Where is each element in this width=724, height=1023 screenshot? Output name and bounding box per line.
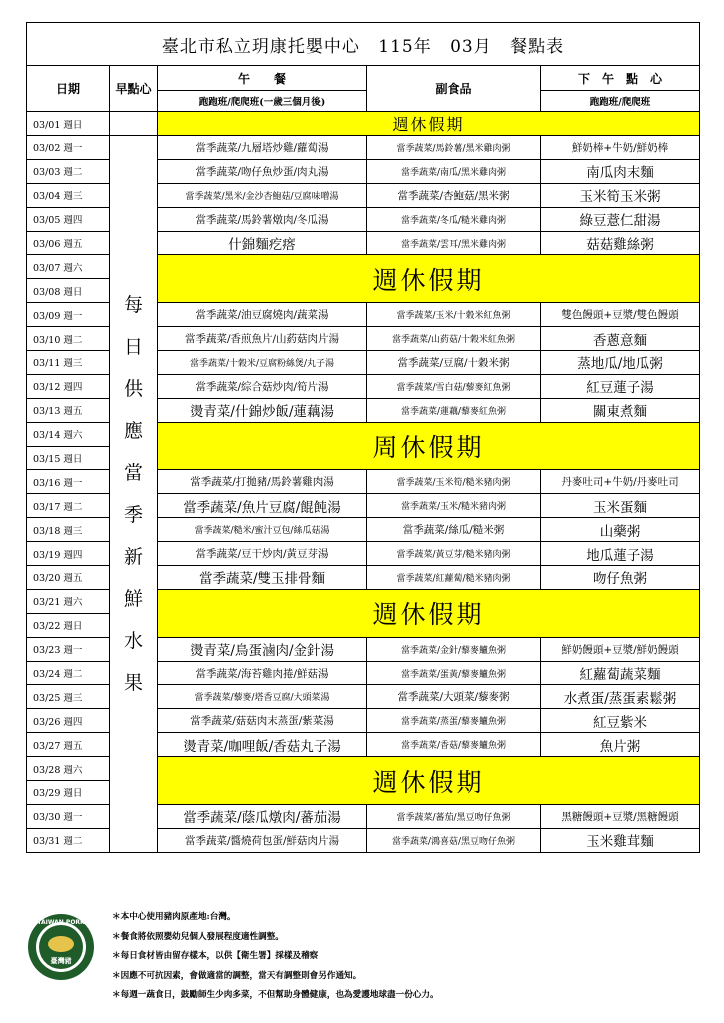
holiday-banner: 周休假期	[158, 422, 700, 470]
side-cell: 當季蔬菜/大頭菜/藜麥粥	[367, 685, 541, 709]
menu-sheet	[26, 22, 699, 853]
side-cell: 當季蔬菜/雲耳/黑米雞肉粥	[367, 231, 541, 255]
side-cell: 當季蔬菜/蓮藕/藜麥紅魚粥	[367, 398, 541, 422]
snack-cell: 香蔥意麵	[541, 327, 700, 351]
date-cell: 03/16 週一	[27, 470, 110, 494]
holiday-banner: 週休假期	[158, 757, 700, 805]
notes-list	[112, 908, 439, 1006]
snack-cell: 玉米蛋麵	[541, 494, 700, 518]
holiday-banner: 週休假期	[158, 112, 700, 136]
date-cell: 03/05 週四	[27, 207, 110, 231]
date-cell: 03/25 週三	[27, 685, 110, 709]
lunch-cell: 當季蔬菜/海苔雞肉捲/鮮菇湯	[158, 661, 367, 685]
side-cell: 當季蔬菜/山葯菇/十穀米紅魚粥	[367, 327, 541, 351]
snack-cell: 關東煮麵	[541, 398, 700, 422]
breakfast-char: 新	[123, 545, 143, 568]
title-suffix: 餐點表	[510, 36, 565, 57]
date-cell: 03/17 週二	[27, 494, 110, 518]
lunch-cell: 當季蔬菜/十穀米/豆腐粉絲煲/丸子湯	[158, 351, 367, 375]
lunch-cell: 當季蔬菜/雙玉排骨麵	[158, 566, 367, 590]
menu-table	[26, 22, 700, 853]
snack-cell: 紅蘿蔔蔬菜麵	[541, 661, 700, 685]
note-line: ＊餐食將依照嬰幼兒個人發展程度適性調整。	[112, 931, 284, 942]
date-cell: 03/08 週日	[27, 279, 110, 303]
snack-cell: 玉米筍玉米粥	[541, 183, 700, 207]
date-cell: 03/18 週三	[27, 518, 110, 542]
snack-cell: 黑糖饅頭+豆漿/黑糖饅頭	[541, 804, 700, 828]
snack-cell: 丹麥吐司+牛奶/丹麥吐司	[541, 470, 700, 494]
side-cell: 當季蔬菜/雪白菇/藜麥紅魚粥	[367, 374, 541, 398]
lunch-cell: 當季蔬菜/綜合菇炒肉/筍片湯	[158, 374, 367, 398]
side-cell: 當季蔬菜/豆腐/十穀米粥	[367, 351, 541, 375]
date-cell: 03/02 週一	[27, 136, 110, 160]
side-cell: 當季蔬菜/蛋黃/藜麥鱸魚粥	[367, 661, 541, 685]
date-cell: 03/10 週二	[27, 327, 110, 351]
snack-cell: 菇菇雞絲粥	[541, 231, 700, 255]
date-cell: 03/24 週二	[27, 661, 110, 685]
side-cell: 當季蔬菜/香菇/藜麥鱸魚粥	[367, 733, 541, 757]
snack-cell: 玉米雞茸麵	[541, 828, 700, 852]
breakfast-char: 當	[123, 461, 143, 484]
side-cell: 當季蔬菜/杏鮑菇/黑米粥	[367, 183, 541, 207]
side-cell: 當季蔬菜/鴻喜菇/黑豆吻仔魚粥	[367, 828, 541, 852]
holiday-banner: 週休假期	[158, 255, 700, 303]
date-cell: 03/23 週一	[27, 637, 110, 661]
breakfast-char: 水	[123, 629, 143, 652]
date-cell: 03/13 週五	[27, 398, 110, 422]
side-cell: 當季蔬菜/玉米/十穀米紅魚粥	[367, 303, 541, 327]
date-cell: 03/21 週六	[27, 589, 110, 613]
breakfast-empty-cell	[110, 112, 158, 136]
lunch-cell: 當季蔬菜/糙米/蜜汁豆包/絲瓜菇湯	[158, 518, 367, 542]
taiwan-pork-logo	[26, 912, 96, 982]
breakfast-char: 日	[123, 335, 143, 358]
snack-cell: 紅豆蓮子湯	[541, 374, 700, 398]
date-cell: 03/01 週日	[27, 112, 110, 136]
date-cell: 03/09 週一	[27, 303, 110, 327]
lunch-cell: 當季蔬菜/香煎魚片/山葯菇肉片湯	[158, 327, 367, 351]
side-cell: 當季蔬菜/玉米筍/糙米豬肉粥	[367, 470, 541, 494]
lunch-cell: 當季蔬菜/黑米/金沙杏鮑菇/豆腐味噌湯	[158, 183, 367, 207]
breakfast-char: 季	[123, 503, 143, 526]
breakfast-vertical-text	[110, 136, 158, 853]
title-month: 03月	[450, 36, 492, 57]
breakfast-char: 應	[123, 419, 143, 442]
holiday-banner: 週休假期	[158, 589, 700, 637]
header-lunch: 午 餐	[158, 66, 367, 91]
table-row	[27, 136, 700, 160]
note-line: ＊每日食材皆由留存樣本，以供【衛生署】採樣及稽察	[112, 951, 319, 961]
snack-cell: 山藥粥	[541, 518, 700, 542]
side-cell: 當季蔬菜/紅蘿蔔/糙米豬肉粥	[367, 566, 541, 590]
lunch-cell: 當季蔬菜/醬燒荷包蛋/鮮菇肉片湯	[158, 828, 367, 852]
lunch-cell: 當季蔬菜/吻仔魚炒蛋/肉丸湯	[158, 159, 367, 183]
snack-cell: 南瓜肉末麵	[541, 159, 700, 183]
date-cell: 03/11 週三	[27, 351, 110, 375]
date-cell: 03/26 週四	[27, 709, 110, 733]
date-cell: 03/07 週六	[27, 255, 110, 279]
lunch-cell: 當季蔬菜/九層塔炒雞/蘿蔔湯	[158, 136, 367, 160]
snack-cell: 蒸地瓜/地瓜粥	[541, 351, 700, 375]
lunch-cell: 燙青菜/咖哩飯/香菇丸子湯	[158, 733, 367, 757]
side-cell: 當季蔬菜/馬鈴薯/黑米雞肉粥	[367, 136, 541, 160]
date-cell: 03/06 週五	[27, 231, 110, 255]
note-line: ＊本中心使用豬肉原產地:台灣。	[112, 912, 236, 922]
lunch-cell: 當季蔬菜/油豆腐燒肉/蔬菜湯	[158, 303, 367, 327]
title-year: 115年	[378, 36, 432, 57]
date-cell: 03/03 週二	[27, 159, 110, 183]
lunch-cell: 燙青菜/鳥蛋滷肉/金針湯	[158, 637, 367, 661]
snack-cell: 綠豆薏仁甜湯	[541, 207, 700, 231]
page-title	[27, 23, 700, 66]
date-cell: 03/12 週四	[27, 374, 110, 398]
date-cell: 03/28 週六	[27, 757, 110, 781]
header-side: 副食品	[367, 66, 541, 112]
side-cell: 當季蔬菜/蒸蛋/藜麥鱸魚粥	[367, 709, 541, 733]
lunch-cell: 當季蔬菜/菇菇肉末蒸蛋/紫菜湯	[158, 709, 367, 733]
snack-cell: 吻仔魚粥	[541, 566, 700, 590]
date-cell: 03/27 週五	[27, 733, 110, 757]
header-breakfast: 早點心	[110, 66, 158, 112]
side-cell: 當季蔬菜/南瓜/黑米雞肉粥	[367, 159, 541, 183]
logo-bottom-text: 臺灣豬	[50, 957, 72, 965]
lunch-cell: 什錦麵疙瘩	[158, 231, 367, 255]
header-snack-sub: 跑跑班/爬爬班	[541, 91, 700, 112]
title-center-name: 臺北市私立玥康托嬰中心	[161, 36, 360, 57]
note-line: ＊因應不可抗因素，會做適當的調整，當天有調整則會另作通知。	[112, 970, 362, 981]
lunch-cell: 當季蔬菜/藜麥/塔香豆腐/大頭菜湯	[158, 685, 367, 709]
table-row	[27, 112, 700, 136]
date-cell: 03/30 週一	[27, 804, 110, 828]
header-snack: 下 午 點 心	[541, 66, 700, 91]
snack-cell: 魚片粥	[541, 733, 700, 757]
date-cell: 03/20 週五	[27, 566, 110, 590]
lunch-cell: 當季蔬菜/魚片豆腐/餛飩湯	[158, 494, 367, 518]
snack-cell: 水煮蛋/蒸蛋素鬆粥	[541, 685, 700, 709]
date-cell: 03/31 週二	[27, 828, 110, 852]
side-cell: 當季蔬菜/蕃茄/黑豆吻仔魚粥	[367, 804, 541, 828]
side-cell: 當季蔬菜/金針/藜麥鱸魚粥	[367, 637, 541, 661]
snack-cell: 鮮奶饅頭+豆漿/鮮奶饅頭	[541, 637, 700, 661]
snack-cell: 地瓜蓮子湯	[541, 542, 700, 566]
breakfast-char: 供	[123, 377, 143, 400]
side-cell: 當季蔬菜/玉米/糙米豬肉粥	[367, 494, 541, 518]
lunch-cell: 燙青菜/什錦炒飯/蓮藕湯	[158, 398, 367, 422]
date-cell: 03/15 週日	[27, 446, 110, 470]
lunch-cell: 當季蔬菜/打拋豬/馬鈴薯雞肉湯	[158, 470, 367, 494]
side-cell: 當季蔬菜/冬瓜/糙米雞肉粥	[367, 207, 541, 231]
breakfast-char: 鮮	[123, 587, 143, 610]
header-date: 日期	[27, 66, 110, 112]
date-cell: 03/22 週日	[27, 613, 110, 637]
date-cell: 03/04 週三	[27, 183, 110, 207]
lunch-cell: 當季蔬菜/蔭瓜燉肉/蕃茄湯	[158, 804, 367, 828]
date-cell: 03/29 週日	[27, 781, 110, 805]
logo-top-text: TAIWAN PORK	[37, 919, 85, 926]
note-line: ＊每週一蔬食日，鼓勵師生少肉多菜，不但幫助身體健康，也為愛護地球盡一份心力。	[112, 990, 439, 1000]
snack-cell: 紅豆紫米	[541, 709, 700, 733]
snack-cell: 雙色饅頭+豆漿/雙色饅頭	[541, 303, 700, 327]
header-lunch-sub: 跑跑班/爬爬班(一歲三個月後)	[158, 91, 367, 112]
snack-cell: 鮮奶棒+牛奶/鮮奶棒	[541, 136, 700, 160]
side-cell: 當季蔬菜/絲瓜/糙米粥	[367, 518, 541, 542]
date-cell: 03/19 週四	[27, 542, 110, 566]
lunch-cell: 當季蔬菜/豆干炒肉/黃豆芽湯	[158, 542, 367, 566]
breakfast-char: 每	[123, 293, 143, 316]
lunch-cell: 當季蔬菜/馬鈴薯燉肉/冬瓜湯	[158, 207, 367, 231]
date-cell: 03/14 週六	[27, 422, 110, 446]
breakfast-char: 果	[123, 671, 143, 694]
side-cell: 當季蔬菜/黃豆芽/糙米豬肉粥	[367, 542, 541, 566]
